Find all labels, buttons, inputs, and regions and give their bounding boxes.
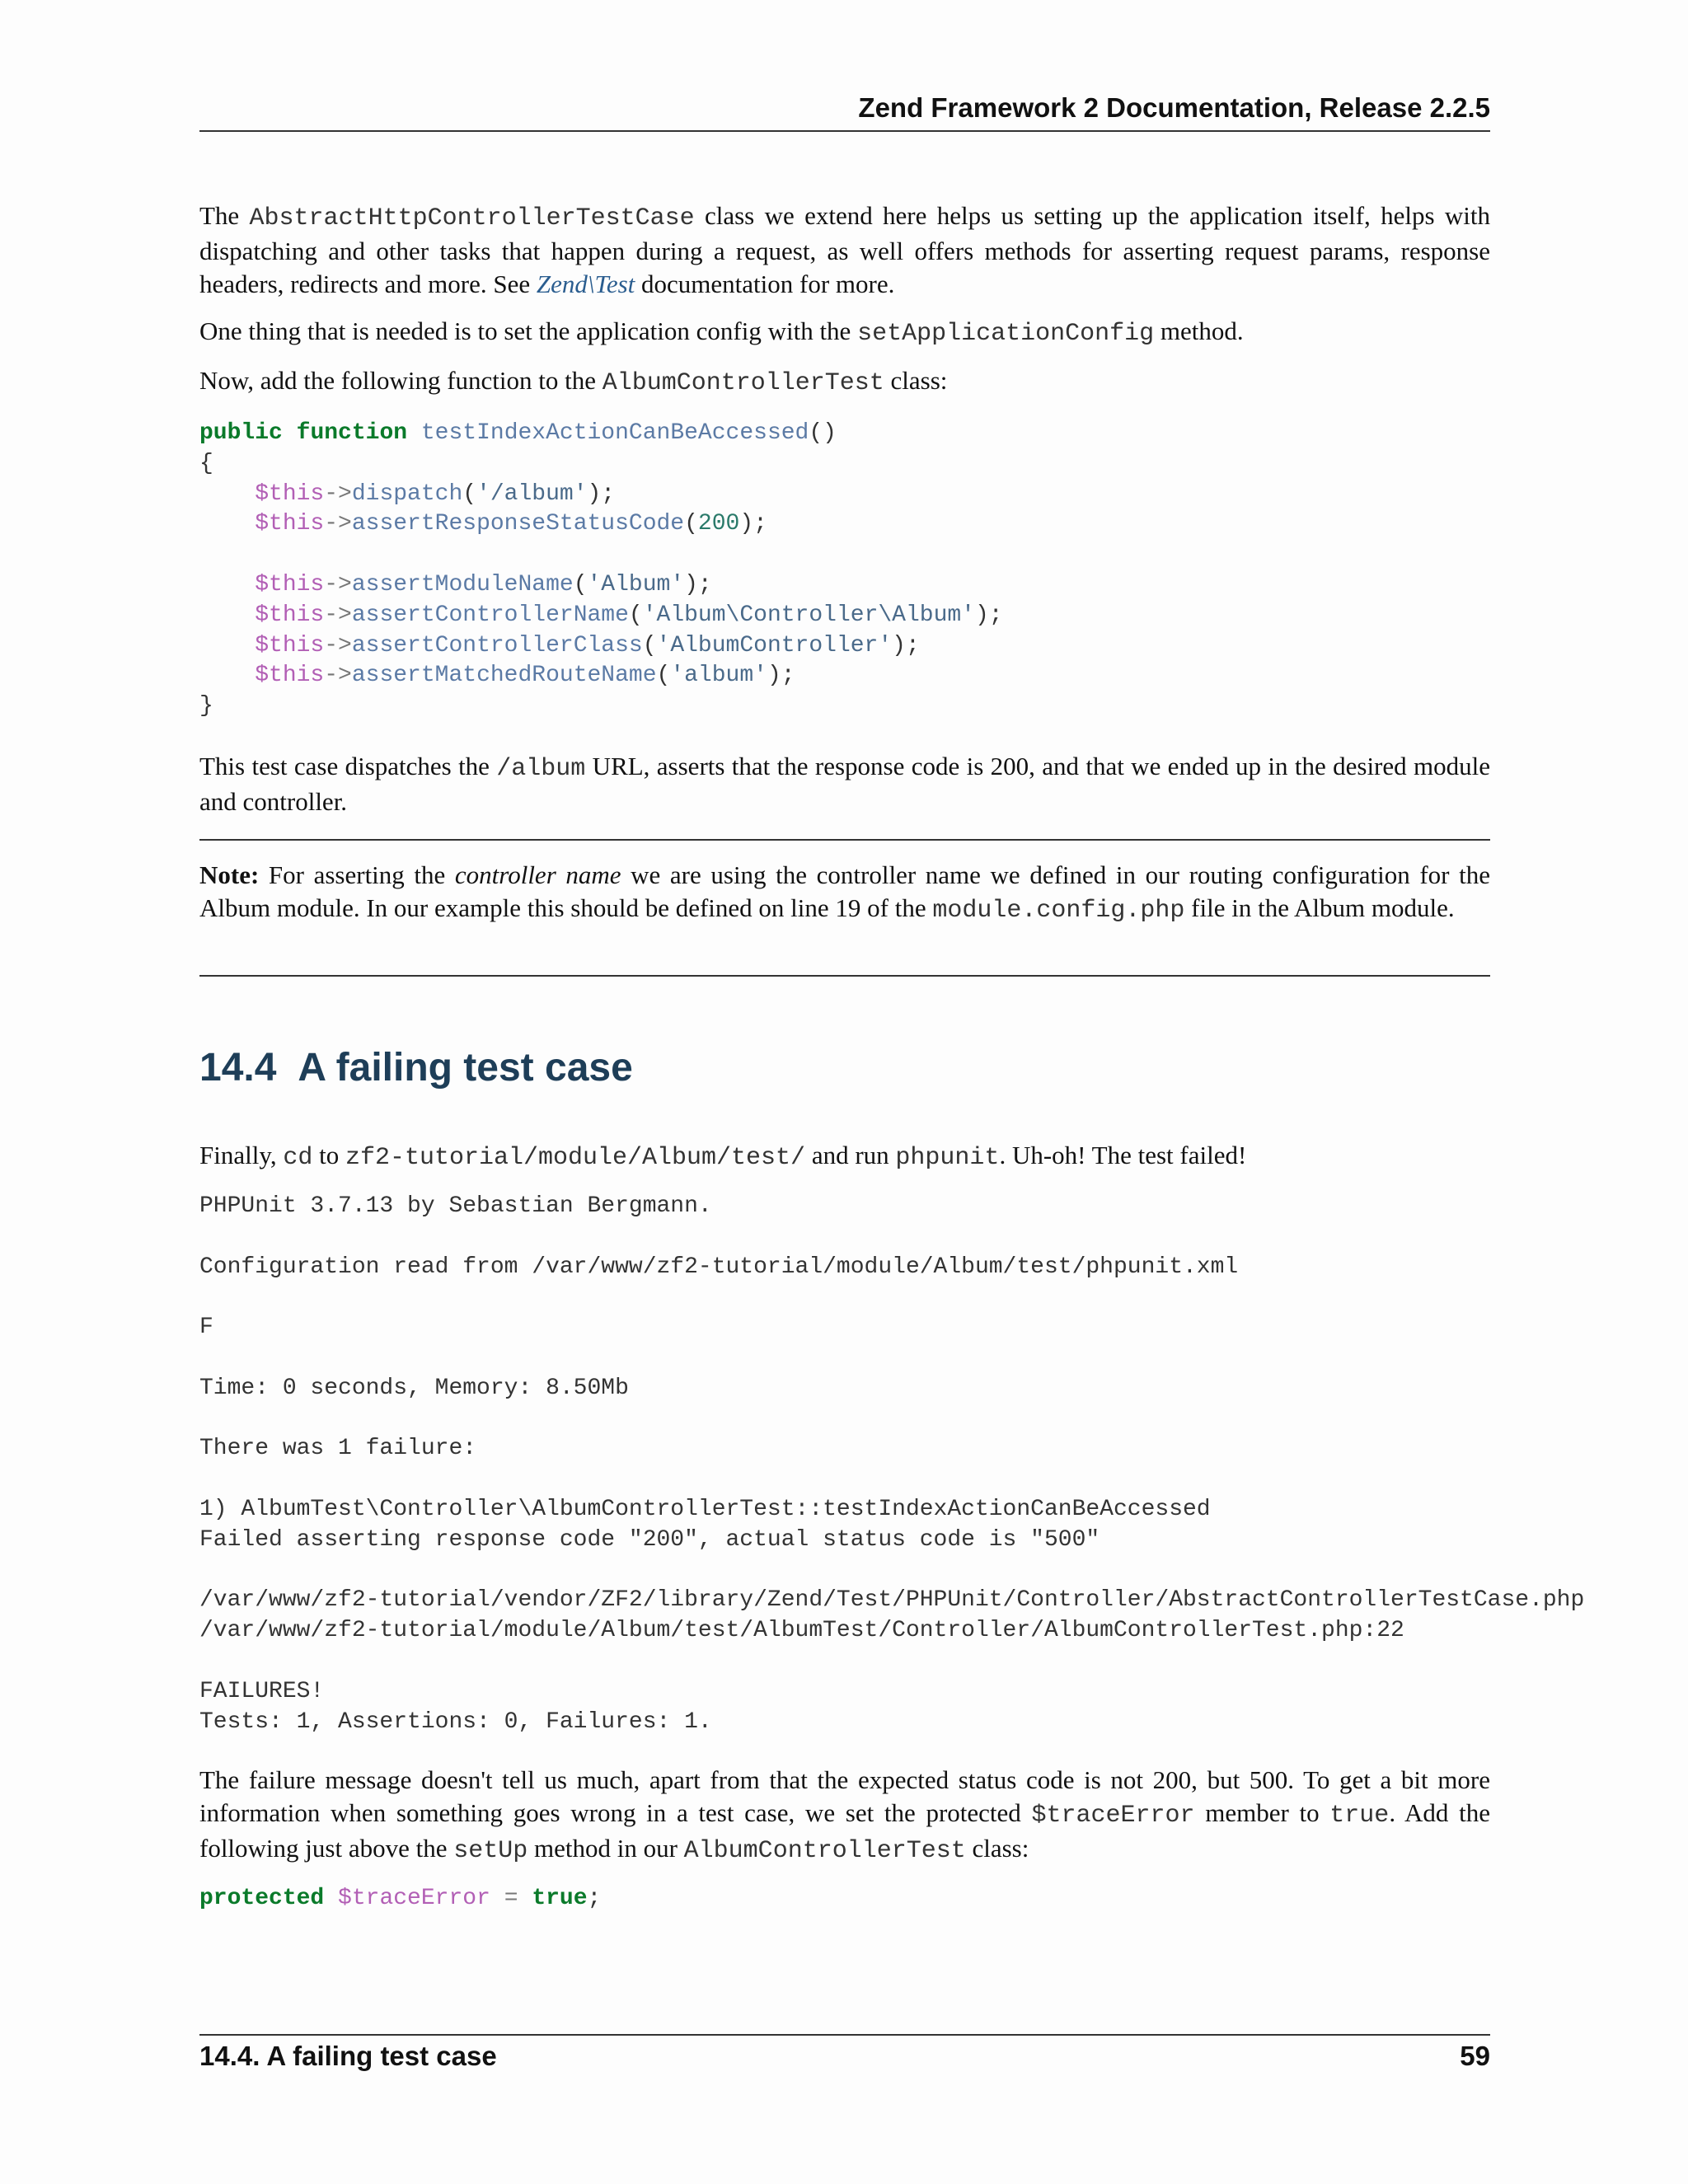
footer-section-title: 14.4. A failing test case [199,2041,497,2071]
value: true [532,1886,588,1911]
arrow-operator: -> [324,480,352,507]
phpunit-output-block [199,1192,1584,1737]
inline-code: /album [496,755,586,783]
keyword: protected [199,1886,325,1911]
text: file in the Album module. [1184,893,1455,922]
output-line: Time: 0 seconds, Memory: 8.50Mb [199,1375,629,1401]
inline-code: cd [283,1144,313,1172]
output-line: Configuration read from /var/www/zf2-tutorial/module/Album/test/phpunit.xml [199,1254,1239,1280]
argument: 'Album' [587,571,685,598]
method-name: assertControllerName [351,602,629,628]
footer-rule [199,2034,1490,2036]
inline-code: setUp [453,1837,528,1865]
text: and run [805,1141,896,1169]
output-line: 1) AlbumTest\Controller\AlbumControllerTest::testIndexActionCanBeAccessed [199,1496,1211,1522]
argument: '/album' [476,480,588,507]
text: member to [1194,1798,1330,1827]
this-var: $this [255,571,325,598]
inline-code: module.config.php [932,897,1185,925]
page-number: 59 [1460,2041,1490,2071]
text: class: [884,366,948,395]
close-brace: } [199,693,213,719]
run-phpunit-paragraph [199,1139,1490,1174]
output-line: /var/www/zf2-tutorial/vendor/ZF2/library/Zend/Test/PHPUnit/Controller/AbstractControllerTestCase.php [199,1587,1585,1614]
note-label: Note: [199,860,260,889]
section-number: 14.4 [199,1046,277,1090]
function-name: testIndexActionCanBeAccessed [420,420,809,446]
emphasis: controller name [454,860,621,889]
intro-paragraph [199,199,1490,301]
text: For asserting the [259,860,455,889]
method-name: assertResponseStatusCode [351,511,685,537]
arrow-operator: -> [324,511,352,537]
running-footer [199,2041,1490,2072]
text: to [312,1141,345,1169]
open-brace: { [199,450,213,476]
method-name: dispatch [351,480,463,507]
output-line: Tests: 1, Assertions: 0, Failures: 1. [199,1708,712,1735]
note-bottom-rule [199,975,1490,977]
arrow-operator: -> [324,602,352,628]
inline-code: zf2-tutorial/module/Album/test/ [345,1144,806,1172]
text: documentation for more. [635,269,895,298]
arrow-operator: -> [324,571,352,598]
output-line: FAILURES! [199,1678,325,1704]
section-title: A failing test case [298,1046,633,1090]
text: method in our [528,1834,684,1863]
output-line: F [199,1315,213,1341]
text: we are using the controller name we defined in our routing configuration for the Album module. In our example this should be defined on line 19 of the [199,860,1491,922]
test-function-code-block: public function testIndexActionCanBeAccessed() { $this->dispatch('/album'); $this->assertResponseStatusCode(200); $this->assertModuleName('Album'); $this->assertControllerName('Album\Controller\Album'); $this->assertControllerClass('AlbumController'); $this->assertMatchedRouteName('album'); } [199,420,1003,719]
operator: = [504,1886,518,1911]
method-name: assertControllerClass [351,632,643,658]
keyword: public [199,420,283,446]
section-heading [199,1045,633,1090]
this-var: $this [255,602,325,628]
this-var: $this [255,632,325,658]
text: The failure message doesn't tell us much, apart from that the expected status code is not 200, but 500. To get a bit more information when something goes wrong in a test case, we set the protected [199,1765,1490,1827]
text: . Uh-oh! The test failed! [999,1141,1247,1169]
trace-error-code-block [199,1884,601,1915]
text: Finally, [199,1141,284,1169]
text: One thing that is needed is to set the application config with the [199,316,858,345]
inline-code: setApplicationConfig [857,320,1155,348]
inline-code: true [1329,1802,1390,1830]
text: Now, add the following function to the [199,366,603,395]
text: class we extend here helps us setting up the application itself, helps with dispatching and other tasks that happen during a request, as well offers methods for asserting request params, response headers, redirects and more. See [199,201,1490,298]
keyword: function [296,420,408,446]
inline-code: AlbumControllerTest [683,1837,966,1865]
note-top-rule [199,839,1490,841]
text: The [199,201,250,230]
argument: 'album' [670,663,767,689]
inline-code: AbstractHttpControllerTestCase [249,204,695,232]
variable: $traceError [338,1886,490,1911]
text: This test case dispatches the [199,752,497,780]
argument: 'Album\Controller\Album' [642,602,975,628]
failure-explanation-paragraph [199,1764,1490,1868]
config-paragraph [199,315,1490,350]
inline-code: phpunit [895,1144,1000,1172]
running-header: Zend Framework 2 Documentation, Release 2.2.5 [858,92,1490,123]
add-function-paragraph [199,364,1490,400]
method-name: assertModuleName [351,571,574,598]
note-box [199,859,1490,927]
text: URL, asserts that the response code is 200, and that we ended up in the desired module and controller. [199,752,1490,816]
output-line: There was 1 failure: [199,1436,477,1462]
output-line: PHPUnit 3.7.13 by Sebastian Bergmann. [199,1193,712,1219]
text: method. [1154,316,1244,345]
argument: 'AlbumController' [656,632,893,658]
output-line: /var/www/zf2-tutorial/module/Album/test/AlbumTest/Controller/AlbumControllerTest.php:22 [199,1618,1404,1644]
output-line: Failed asserting response code "200", actual status code is "500" [199,1526,1100,1553]
arrow-operator: -> [324,663,352,689]
punctuation: ; [587,1886,602,1911]
inline-code: AlbumControllerTest [602,369,884,397]
this-var: $this [255,480,325,507]
text: . Add the following just above the [199,1798,1490,1863]
arrow-operator: -> [324,632,352,658]
method-name: assertMatchedRouteName [351,663,657,689]
argument: 200 [697,511,740,537]
punctuation: () [809,420,837,446]
this-var: $this [255,663,325,689]
header-rule [199,130,1490,132]
dispatch-explanation-paragraph [199,750,1490,818]
zend-test-link[interactable]: Zend\Test [536,269,635,298]
text: class: [965,1834,1029,1863]
inline-code: $traceError [1031,1802,1195,1830]
this-var: $this [255,511,325,537]
